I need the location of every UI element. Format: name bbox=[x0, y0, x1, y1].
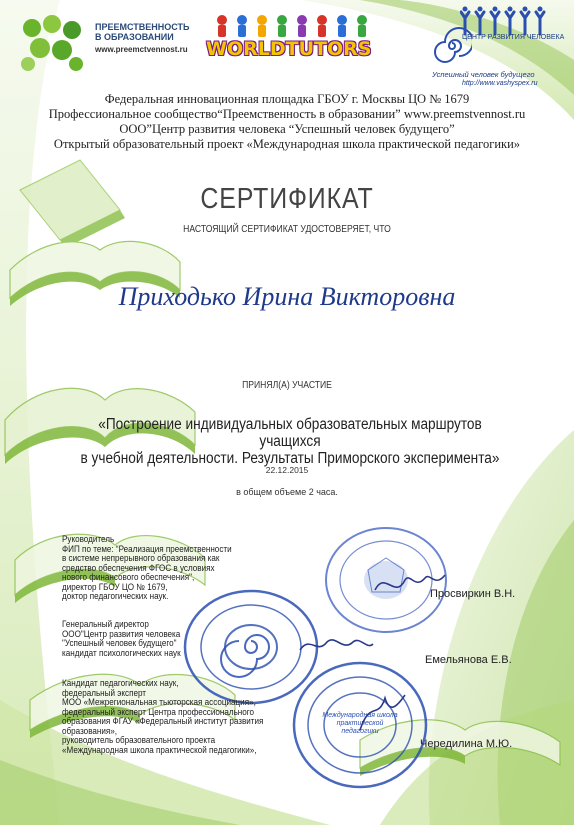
signatory-3-line: «Международная школа практической педагогики», bbox=[62, 744, 257, 755]
signatory-2-line: кандидат психологических наук bbox=[62, 647, 181, 658]
topic-line-2: в учебной деятельности. Результаты Приморского эксперимента» bbox=[80, 450, 500, 467]
header-line-2: Профессиональное сообщество“Преемственность в образовании” www.preemstvennost.ru bbox=[48, 107, 526, 121]
signature-2 bbox=[295, 630, 375, 660]
logo-line1: ПРЕЕМСТВЕННОСТЬ bbox=[95, 22, 190, 32]
preemstvennost-logo-text bbox=[95, 22, 190, 42]
signatory-3-credentials bbox=[62, 679, 263, 755]
signatory-2-name: Емельянова Е.В. bbox=[425, 654, 512, 666]
children-figures-icon bbox=[212, 12, 377, 40]
event-volume: в общем объеме 2 часа. bbox=[236, 487, 338, 497]
people-arms-up-icon bbox=[460, 6, 550, 36]
signatory-3-line: образования», bbox=[62, 725, 118, 736]
recipient-name: Приходько Ирина Викторовна bbox=[118, 282, 456, 311]
certificate-title: СЕРТИФИКАТ bbox=[200, 183, 374, 215]
stamp-text: Международная школа практической педагогики bbox=[322, 712, 398, 735]
signatory-3-line: руководитель образовательного проекта bbox=[62, 735, 216, 745]
logo-line2: В ОБРАЗОВАНИИ bbox=[95, 32, 174, 42]
signatory-1-line: директор ГБОУ ЦО № 1679, bbox=[62, 581, 168, 592]
signature-3 bbox=[350, 690, 410, 735]
logo-slogan: Успешный человек будущего bbox=[432, 70, 535, 79]
signatory-2-line: "Успешный человек будущего" bbox=[62, 638, 177, 648]
topic-line-1: «Построение индивидуальных образовательных маршрутов учащихся bbox=[98, 416, 482, 450]
signatory-2-credentials bbox=[62, 620, 181, 658]
signatory-3-line: федеральный эксперт Центра профессионального bbox=[62, 706, 255, 717]
signatory-1-line: нового финансового обеспечения", bbox=[62, 572, 195, 582]
worldtutors-logo: WORLDTUTORS bbox=[206, 38, 372, 60]
event-topic bbox=[79, 416, 501, 467]
header-line-4: Открытый образовательный проект «Международная школа практической педагогики» bbox=[53, 137, 521, 151]
header-line-1: Федеральная инновационная площадка ГБОУ г. Москвы ЦО № 1679 bbox=[104, 92, 470, 106]
signatory-2-line: Генеральный директор bbox=[62, 619, 149, 629]
certificate-subtitle: НАСТОЯЩИЙ СЕРТИФИКАТ УДОСТОВЕРЯЕТ, ЧТО bbox=[183, 224, 391, 235]
signatory-1-line: доктор педагогических наук. bbox=[62, 591, 169, 601]
signatory-3-name: Чередилина М.Ю. bbox=[420, 738, 513, 750]
signatory-3-line: образования ФГАУ «Федеральный институт развития bbox=[62, 716, 264, 726]
signatory-3-line: Кандидат педагогических наук, bbox=[62, 678, 179, 688]
signatory-1-line: средство обеспечения ФГОС в условиях bbox=[62, 562, 215, 573]
preemstvennost-logo-icon bbox=[10, 14, 94, 74]
signatory-3-line: федеральный эксперт bbox=[62, 687, 146, 698]
signatory-2-line: ООО"Центр развития человека bbox=[62, 628, 181, 639]
logo-center-text: ЦЕНТР РАЗВИТИЯ ЧЕЛОВЕКА bbox=[462, 34, 565, 41]
signatory-1-name: Просвиркин В.Н. bbox=[430, 588, 516, 600]
logo-right-url: http://www.vashyspex.ru bbox=[462, 80, 538, 87]
signatory-3-line: МОО «Межрегиональная тьюторская ассоциация», bbox=[62, 697, 256, 707]
signatory-1-line: Руководитель bbox=[62, 534, 115, 544]
header-line-3: ООО”Центр развития человека “Успешный человек будущего” bbox=[119, 122, 455, 136]
signatory-1-line: в системе непрерывного образования как bbox=[62, 553, 220, 563]
signatory-1-line: ФИП по теме: “Реализация преемственности bbox=[62, 543, 232, 554]
signatory-1-credentials bbox=[62, 535, 232, 602]
participation-text: ПРИНЯЛ(А) УЧАСТИЕ bbox=[242, 380, 332, 391]
event-date: 22.12.2015 bbox=[265, 465, 309, 475]
logo-url: www.preemctvennost.ru bbox=[95, 45, 188, 54]
spiral-icon bbox=[432, 26, 472, 66]
